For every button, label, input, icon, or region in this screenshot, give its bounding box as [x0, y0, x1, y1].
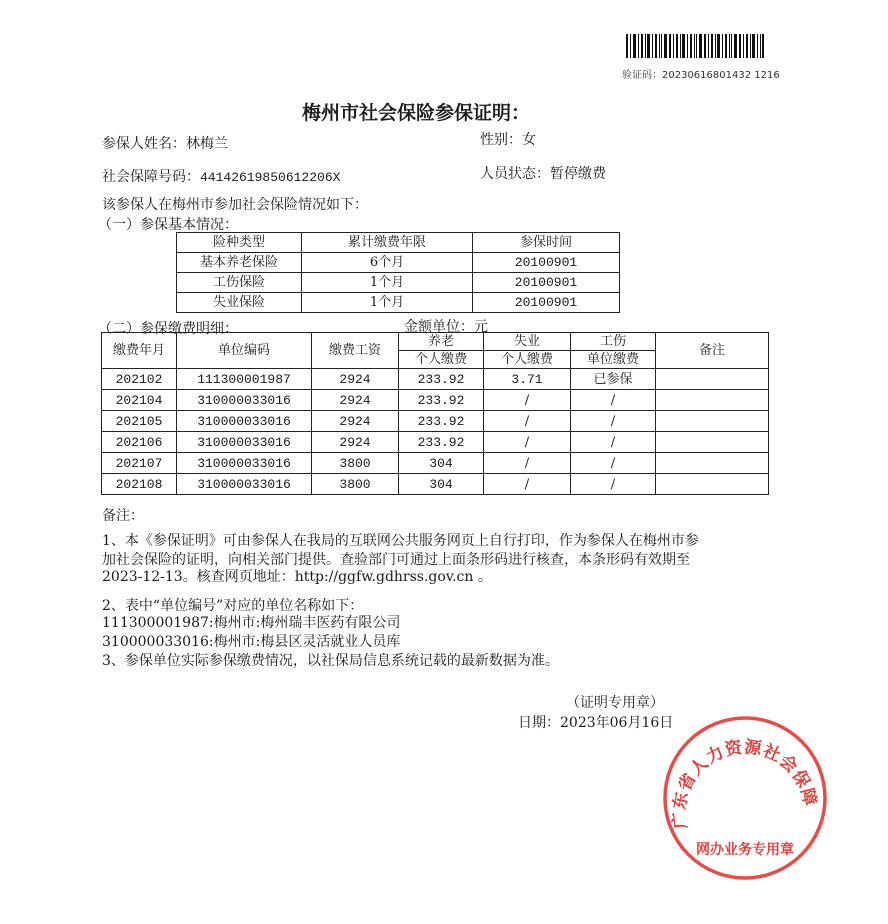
name-row: [102, 133, 228, 153]
cell: 3800: [312, 453, 399, 474]
cell: /: [571, 453, 656, 474]
col-subheader-injury-unit: 单位缴费: [571, 351, 656, 369]
cell: 233.92: [399, 369, 484, 390]
cell: 202102: [102, 369, 177, 390]
cell: 304: [399, 474, 484, 495]
cell: 1个月: [302, 273, 473, 293]
table-row: [177, 293, 620, 313]
basic-insurance-table: [176, 232, 620, 313]
col-subheader-pension-personal: 个人缴费: [399, 351, 484, 369]
cell: 233.92: [399, 390, 484, 411]
gender-row: [480, 129, 536, 149]
cell: 111300001987: [177, 369, 312, 390]
table-header-row: [102, 333, 769, 351]
name-label: 参保人姓名：: [102, 136, 186, 152]
cell: 20100901: [473, 273, 620, 293]
status-label: 人员状态：: [480, 166, 550, 182]
date-row: [518, 712, 673, 732]
verify-code-label: 验证码：: [622, 70, 662, 81]
gender-label: 性别：: [480, 132, 522, 148]
intro-text: 该参保人在梅州市参加社会保险情况如下：: [102, 197, 368, 213]
col-header-pension: 养老: [399, 333, 484, 351]
cell: 304: [399, 453, 484, 474]
col-header-remark: 备注: [656, 333, 769, 369]
col-header-month: 缴费年月: [102, 333, 177, 369]
cell: /: [484, 432, 571, 453]
cell: [656, 453, 769, 474]
stamp-bottom-text: 网办业务专用章: [696, 842, 794, 858]
unit-name-1: 111300001987:梅州市:梅州瑞丰医药有限公司: [102, 615, 401, 631]
col-header-start: 参保时间: [473, 233, 620, 253]
table-row: [102, 369, 769, 390]
cell: 1个月: [302, 293, 473, 313]
cell: 310000033016: [177, 453, 312, 474]
status-value: 暂停缴费: [550, 166, 606, 182]
note-2: 2、表中“单位编号”对应的单位名称如下：: [102, 598, 364, 614]
cell: 基本养老保险: [177, 253, 302, 273]
cell: [656, 432, 769, 453]
verify-code: [622, 66, 780, 81]
ssn-row: [102, 166, 340, 186]
stamp-arc-text: 广东省人力资源社会保障: [669, 737, 821, 830]
cell: 202105: [102, 411, 177, 432]
table-row: [102, 474, 769, 495]
cell: 2924: [312, 432, 399, 453]
status-row: [480, 163, 606, 183]
cell: 310000033016: [177, 474, 312, 495]
section1-heading: （一）参保基本情况：: [98, 217, 238, 233]
cell: [656, 474, 769, 495]
note-1-line-2: 加社会保险的证明，向相关部门提供。查验部门可通过上面条形码进行核查，本条形码有效期至: [102, 552, 690, 568]
date-label: 日期：: [518, 715, 560, 731]
table-row: [102, 390, 769, 411]
cell: 202108: [102, 474, 177, 495]
notes-label: 备注：: [102, 508, 144, 524]
ssn-value: 44142619850612206X: [200, 170, 341, 185]
cell: /: [484, 474, 571, 495]
gender-value: 女: [522, 132, 536, 148]
payment-detail-table: [101, 332, 769, 495]
cell: 202107: [102, 453, 177, 474]
cell: 工伤保险: [177, 273, 302, 293]
cell: /: [571, 411, 656, 432]
official-stamp: [655, 710, 829, 880]
cell: 2924: [312, 369, 399, 390]
note-1-line-1: 1、本《参保证明》可由参保人在我局的互联网公共服务网页上自行打印，作为参保人在梅州市参: [102, 533, 699, 549]
cell: 202104: [102, 390, 177, 411]
table-row: [177, 253, 620, 273]
cell: /: [484, 453, 571, 474]
table-row: [177, 273, 620, 293]
cell: 233.92: [399, 411, 484, 432]
verify-code-value: 20230616801432 1216: [662, 70, 780, 81]
table-row: [102, 453, 769, 474]
cell: [656, 390, 769, 411]
amount-unit: 金额单位：元: [404, 319, 488, 335]
table-row: [102, 411, 769, 432]
col-header-unit-code: 单位编码: [177, 333, 312, 369]
cell: /: [484, 390, 571, 411]
cell: /: [484, 411, 571, 432]
cell: 3800: [312, 474, 399, 495]
col-subheader-unemployment-personal: 个人缴费: [484, 351, 571, 369]
col-header-type: 险种类型: [177, 233, 302, 253]
barcode: [626, 34, 764, 58]
cell: 233.92: [399, 432, 484, 453]
table-header-row: [177, 233, 620, 253]
ssn-label: 社会保障号码：: [102, 169, 200, 185]
cell: /: [571, 432, 656, 453]
col-header-injury: 工伤: [571, 333, 656, 351]
cell: 20100901: [473, 253, 620, 273]
col-header-years: 累计缴费年限: [302, 233, 473, 253]
cell: 310000033016: [177, 411, 312, 432]
cell: 2924: [312, 390, 399, 411]
table-row: [102, 432, 769, 453]
cell: 已参保: [571, 369, 656, 390]
col-header-wage: 缴费工资: [312, 333, 399, 369]
seal-note: （证明专用章）: [566, 695, 664, 711]
cell: [656, 411, 769, 432]
page-title: 梅州市社会保险参保证明：: [302, 102, 531, 124]
cell: 6个月: [302, 253, 473, 273]
col-header-unemployment: 失业: [484, 333, 571, 351]
name-value: 林梅兰: [186, 136, 228, 152]
cell: 3.71: [484, 369, 571, 390]
unit-name-2: 310000033016:梅州市:梅县区灵活就业人员库: [102, 634, 401, 650]
date-value: 2023年06月16日: [560, 715, 674, 731]
cell: [656, 369, 769, 390]
cell: 310000033016: [177, 432, 312, 453]
cell: /: [571, 390, 656, 411]
cell: 20100901: [473, 293, 620, 313]
cell: /: [571, 474, 656, 495]
note-3: 3、参保单位实际参保缴费情况，以社保局信息系统记载的最新数据为准。: [102, 653, 559, 669]
note-1-line-3: 2023-12-13。核查网页地址：http://ggfw.gdhrss.gov.cn 。: [102, 569, 492, 585]
cell: 202106: [102, 432, 177, 453]
cell: 2924: [312, 411, 399, 432]
section2-heading: （二）参保缴费明细：: [98, 321, 238, 337]
cell: 310000033016: [177, 390, 312, 411]
cell: 失业保险: [177, 293, 302, 313]
